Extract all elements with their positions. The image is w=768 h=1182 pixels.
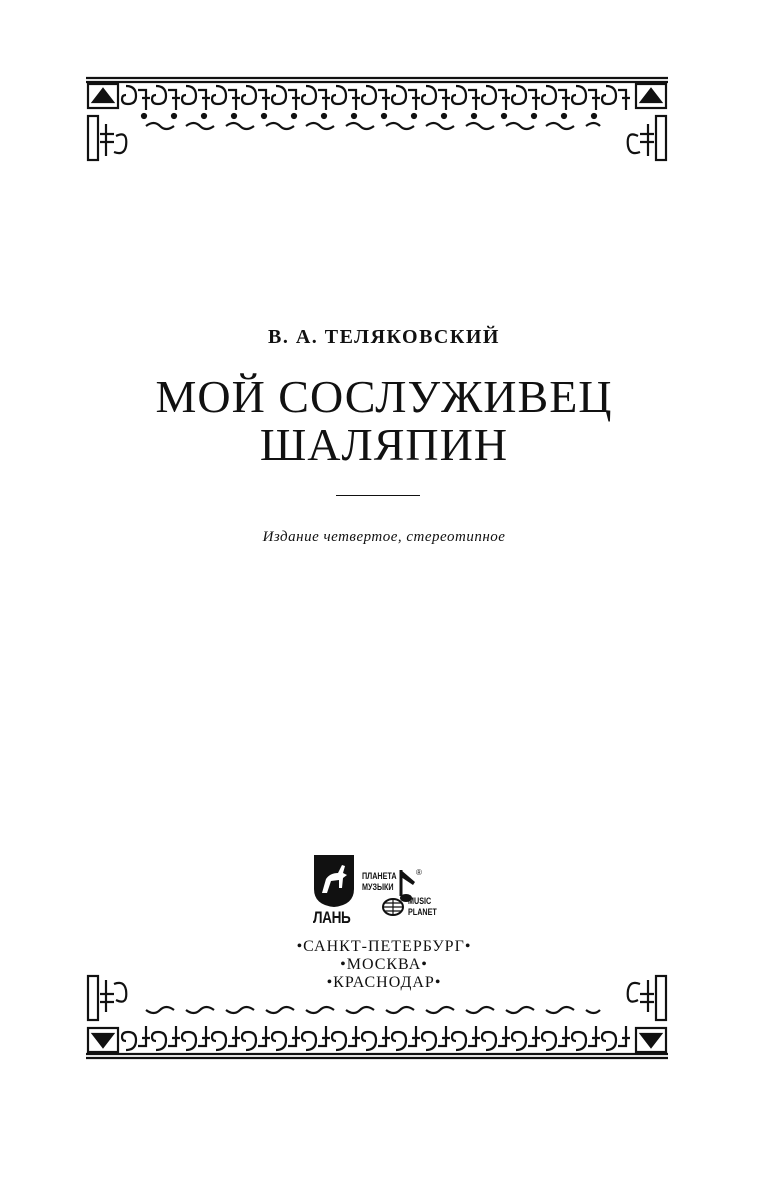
music-planet-line-1: MUSIC xyxy=(408,896,432,906)
imprint-line-1: ПЛАНЕТА xyxy=(362,871,397,881)
author-name: В. А. ТЕЛЯКОВСКИЙ xyxy=(267,326,500,348)
registered-mark: ® xyxy=(416,868,422,877)
imprint-name xyxy=(362,871,397,893)
title-divider xyxy=(336,495,420,496)
scroll-frieze-ornament-icon xyxy=(86,76,668,162)
top-ornament-border xyxy=(86,76,668,162)
book-title-line-1: МОЙ СОСЛУЖИВЕЦ xyxy=(155,371,613,422)
book-title-line-2: ШАЛЯПИН xyxy=(259,419,509,470)
scroll-frieze-ornament-icon xyxy=(86,974,668,1060)
publisher-brand: ЛАНЬ xyxy=(313,908,351,927)
globe-disc-icon xyxy=(381,896,405,918)
bottom-ornament-border xyxy=(86,974,668,1060)
city-saint-petersburg: •САНКТ-ПЕТЕРБУРГ• xyxy=(296,938,472,955)
imprint-line-2: МУЗЫКИ xyxy=(362,882,394,892)
music-planet-name xyxy=(408,896,437,918)
city-moscow: •МОСКВА• xyxy=(340,956,428,973)
doe-icon xyxy=(312,853,356,909)
edition-note: Издание четвертое, стереотипное xyxy=(262,529,506,545)
city-krasnodar: •КРАСНОДАР• xyxy=(326,974,442,991)
music-planet-line-2: PLANET xyxy=(408,907,437,917)
